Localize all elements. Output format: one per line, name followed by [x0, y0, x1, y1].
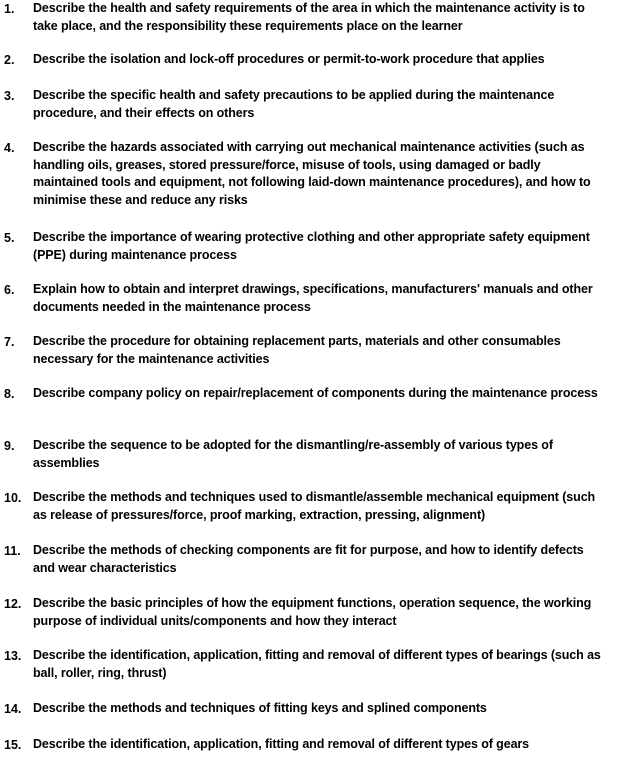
item-text: Explain how to obtain and interpret drawings, specifications, manufacturers' manuals and other documents needed in the maintenance process [33, 282, 593, 314]
item-number: 6. [4, 283, 15, 297]
item-number: 9. [4, 439, 15, 453]
item-text: Describe the methods and techniques used to dismantle/assemble mechanical equipment (such as release of pressures/force, proof marking, extraction, pressing, alignment) [33, 490, 596, 522]
list-item-13 [0, 647, 635, 682]
item-number: 11. [4, 544, 21, 558]
list-item-3 [0, 87, 635, 122]
item-text: Describe the health and safety requirements of the area in which the maintenance activity is to take place, and the responsibility these requirements place on the learner [33, 1, 585, 33]
list-item-4 [0, 139, 635, 209]
list-item-11 [0, 542, 635, 577]
list-item-7 [0, 333, 635, 368]
item-number: 13. [4, 649, 22, 663]
item-text: Describe the importance of wearing protective clothing and other appropriate safety equipment (PPE) during maintenance process [33, 230, 590, 262]
list-item-14 [0, 700, 635, 718]
item-text: Describe the identification, application, fitting and removal of different types of bearings (such as ball, roller, ring, thrust) [33, 648, 601, 680]
item-text: Describe the methods of checking components are fit for purpose, and how to identify defects and wear characteristics [33, 543, 584, 575]
list-item-6 [0, 281, 635, 316]
list-item-15 [0, 736, 635, 754]
list-item-9 [0, 437, 635, 472]
item-number: 4. [4, 141, 15, 155]
item-text: Describe the procedure for obtaining replacement parts, materials and other consumables necessary for the maintenance activities [33, 334, 561, 366]
item-number: 2. [4, 53, 15, 67]
item-number: 14. [4, 702, 22, 716]
item-text: Describe the methods and techniques of fitting keys and splined components [33, 701, 487, 715]
item-text: Describe the isolation and lock-off procedures or permit-to-work procedure that applies [33, 52, 545, 66]
list-item-10 [0, 489, 635, 524]
item-number: 5. [4, 231, 15, 245]
list-item-8 [0, 385, 635, 403]
item-text: Describe the sequence to be adopted for the dismantling/re-assembly of various types of assemblies [33, 438, 553, 470]
item-number: 10. [4, 491, 22, 505]
item-number: 3. [4, 89, 15, 103]
item-number: 8. [4, 387, 15, 401]
list-item-12 [0, 595, 635, 630]
item-number: 1. [4, 2, 15, 16]
list-item-2 [0, 51, 635, 69]
item-text: Describe the hazards associated with carrying out mechanical maintenance activities (such as handling oils, greases, stored pressure/force, misuse of tools, using damaged or badly maintained tools and equipment, not following laid-down maintenance procedures), and how to minimise these and reduce any risks [33, 140, 591, 207]
item-text: Describe company policy on repair/replacement of components during the maintenance process [33, 386, 598, 400]
item-text: Describe the specific health and safety precautions to be applied during the maintenance procedure, and their effects on others [33, 88, 555, 120]
item-number: 15. [4, 738, 22, 752]
list-item-1 [0, 0, 635, 35]
item-number: 7. [4, 335, 15, 349]
item-text: Describe the identification, application, fitting and removal of different types of gears [33, 737, 530, 751]
list-item-5 [0, 229, 635, 264]
item-text: Describe the basic principles of how the equipment functions, operation sequence, the working purpose of individual units/components and how they interact [33, 596, 592, 628]
item-number: 12. [4, 597, 22, 611]
